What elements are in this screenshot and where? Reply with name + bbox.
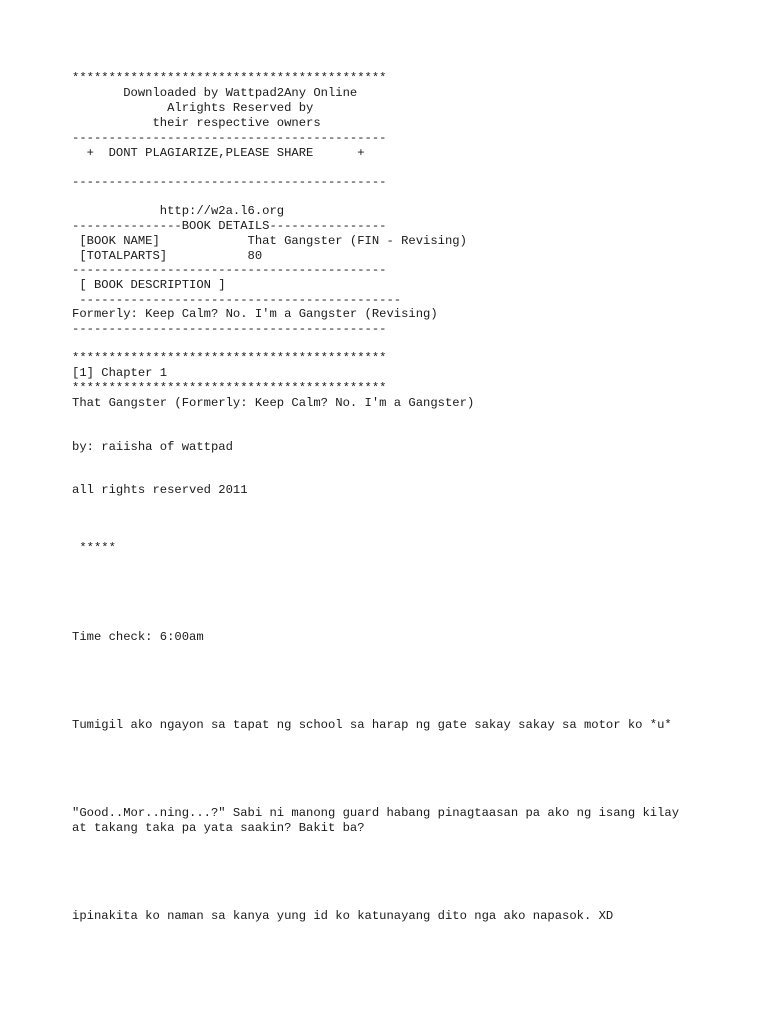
plagiarize-notice: + DONT PLAGIARIZE,PLEASE SHARE + — [72, 146, 365, 160]
paragraph-arrival: Tumigil ako ngayon sa tapat ng school sa harap ng gate sakay sakay sa motor ko *u* — [72, 718, 672, 732]
divider-1: ------------------------------------------- — [72, 131, 387, 145]
total-parts-row: [TOTALPARTS] 80 — [72, 249, 263, 263]
copyright-line: all rights reserved 2011 — [72, 483, 248, 497]
story-title: That Gangster (Formerly: Keep Calm? No. I'm a Gangster) — [72, 396, 475, 410]
book-description-text: Formerly: Keep Calm? No. I'm a Gangster (Revising) — [72, 307, 438, 321]
chapter-title: [1] Chapter 1 — [72, 366, 168, 380]
book-details-divider: ------------------------------------------- — [72, 263, 387, 277]
paragraph-time-check: Time check: 6:00am — [72, 630, 204, 644]
chapter-stars-top: ******************************************* — [72, 351, 387, 365]
book-description-heading: [ BOOK DESCRIPTION ] — [72, 278, 226, 292]
book-name-row: [BOOK NAME] That Gangster (FIN - Revising) — [72, 234, 467, 248]
chapter-stars-bottom: ******************************************* — [72, 381, 387, 395]
paragraph-id-shown: ipinakita ko naman sa kanya yung id ko katunayang dito nga ako napasok. XD — [72, 909, 614, 923]
book-details-heading: ---------------BOOK DETAILS---------------- — [72, 219, 387, 233]
stars-top: ******************************************* — [72, 71, 387, 85]
rights-line-1: Alrights Reserved by — [72, 101, 314, 115]
rights-line-2: their respective owners — [72, 116, 321, 130]
downloaded-by: Downloaded by Wattpad2Any Online — [72, 86, 358, 100]
paragraph-guard-line-1: "Good..Mor..ning...?" Sabi ni manong guard habang pinagtaasan pa ako ng isang kilay — [72, 806, 680, 820]
divider-2: ------------------------------------------- — [72, 175, 387, 189]
book-description-divider-bottom: ------------------------------------------- — [72, 322, 387, 336]
scene-separator: ***** — [72, 541, 116, 555]
book-description-divider-top: -------------------------------------------- — [72, 293, 402, 307]
author-line: by: raiisha of wattpad — [72, 440, 233, 454]
site-url: http://w2a.l6.org — [72, 204, 285, 218]
paragraph-guard-line-2: at takang taka pa yata saakin? Bakit ba? — [72, 821, 365, 835]
